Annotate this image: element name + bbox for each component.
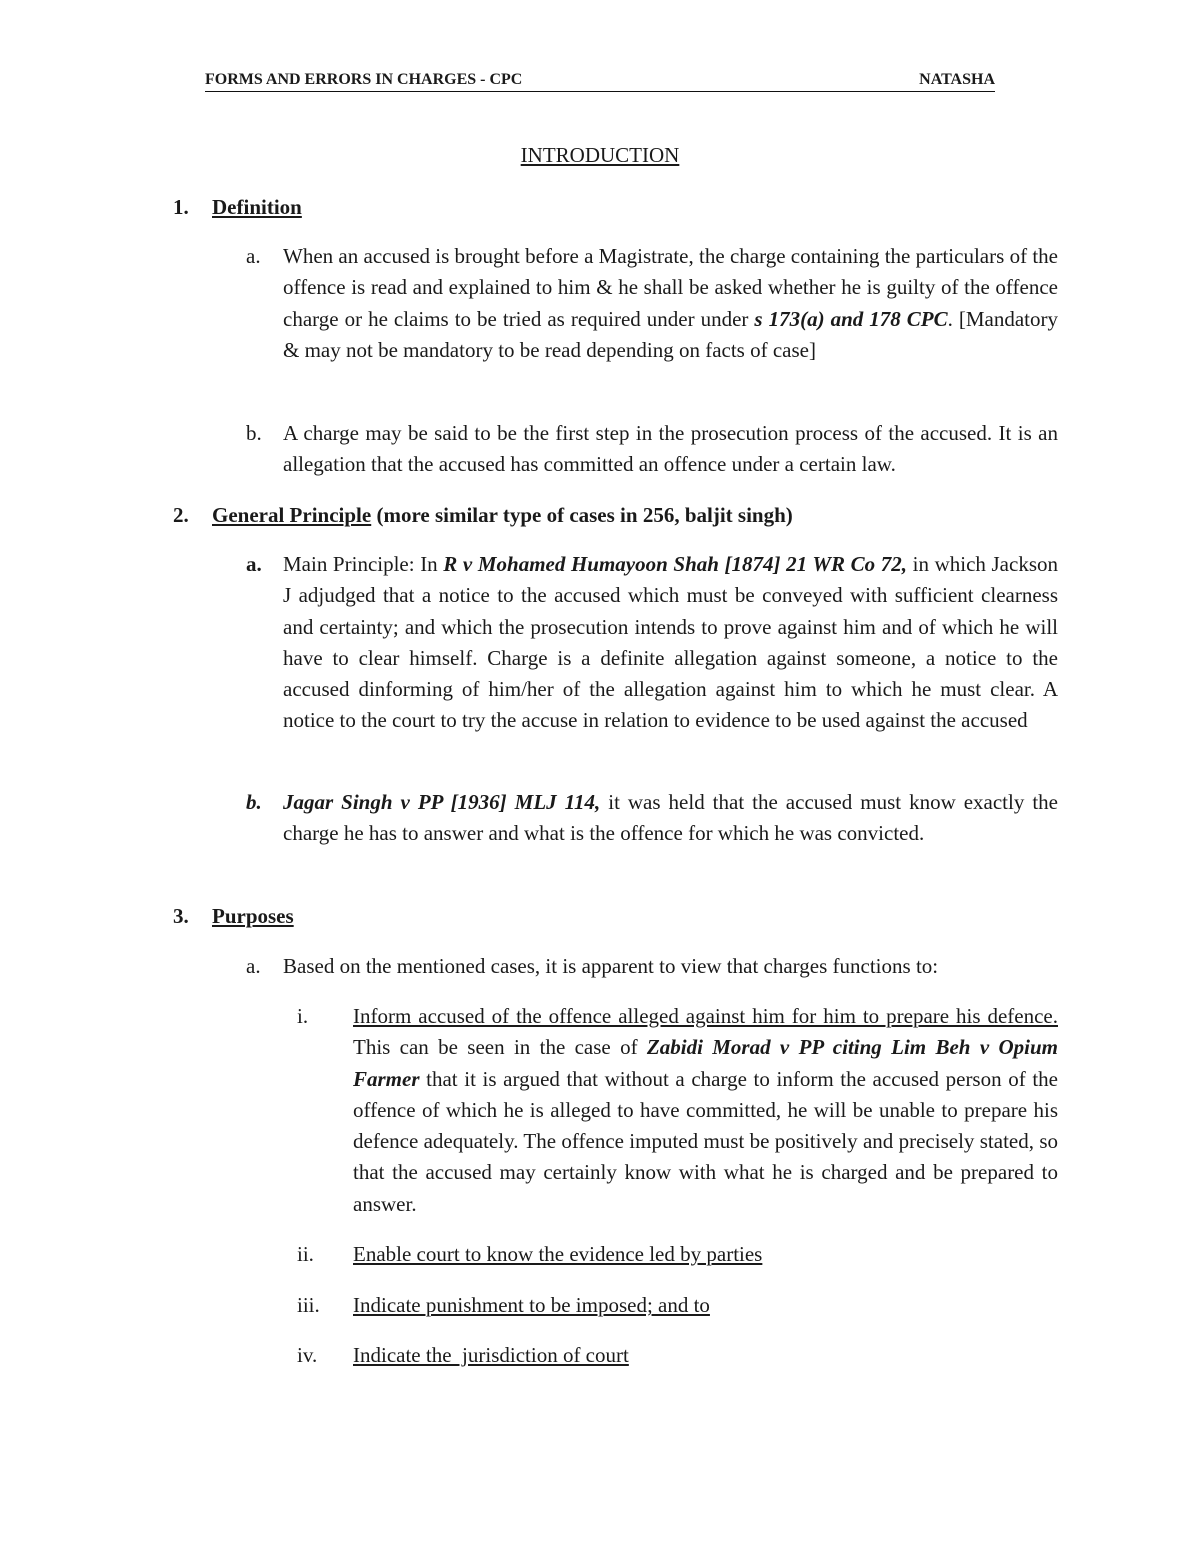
case-citation: Zabidi Morad v PP citing Lim Beh v Opium Farmer: [353, 1035, 1058, 1091]
section-title: General Principle: [212, 503, 372, 527]
page-header: [205, 70, 995, 92]
item-label: b.: [246, 790, 262, 814]
item-text: Based on the mentioned cases, it is apparent to view that charges functions to:: [283, 954, 939, 978]
item-label: a.: [246, 244, 261, 268]
section-number: 1.: [173, 195, 189, 219]
item-text: When an accused is brought before a Magistrate, the charge containing the particulars of the offence is read and explained to him & he shall be asked whether he is guilty of the offence charge or he claims to be tried as required under under: [283, 244, 1058, 331]
list-item: [246, 951, 1058, 982]
section-title: Purposes: [212, 904, 294, 928]
case-citation: Jagar Singh v PP [1936] MLJ 114,: [283, 790, 601, 814]
page-title: INTRODUCTION: [520, 143, 680, 167]
item-text: it was held that the accused must know exactly the charge he has to answer and what is the offence for which he was convicted.: [283, 790, 1058, 846]
section-number: 3.: [173, 904, 189, 928]
list-item: [246, 549, 1058, 737]
header-title: FORMS AND ERRORS IN CHARGES - CPC: [205, 71, 523, 88]
item-label: b.: [246, 421, 262, 445]
section-heading-general-principle: [173, 501, 793, 529]
case-citation: s 173(a) and 178 CPC: [754, 306, 948, 331]
item-text-underlined: Enable court to know the evidence led by parties: [353, 1242, 763, 1266]
section-number: 2.: [173, 503, 189, 527]
item-label: ii.: [297, 1242, 314, 1266]
item-text-underlined: Inform accused of the offence alleged against him for him to prepare his defence.: [353, 1004, 1058, 1028]
section-title: Definition: [212, 195, 302, 219]
item-label: iv.: [297, 1343, 318, 1367]
section-note: (more similar type of cases in 256, baljit singh): [371, 503, 793, 527]
item-text: that it is argued that without a charge to inform the accused person of the offence of which he is alleged to have committed, he will be unable to prepare his defence adequately. The offence imputed must be positively and precisely stated, so that the accused may certainly know with what he is charged and be prepared to answer.: [353, 1066, 1058, 1216]
section-heading-definition: [173, 193, 302, 221]
item-text-underlined: Indicate punishment to be imposed; and to: [353, 1293, 710, 1317]
item-label: a.: [246, 954, 261, 978]
header-author: NATASHA: [919, 71, 995, 88]
list-item: [246, 418, 1058, 481]
item-text: A charge may be said to be the first step in the prosecution process of the accused. It is an allegation that the accused has committed an offence under a certain law.: [283, 421, 1058, 477]
item-text-underlined: Indicate the jurisdiction of court: [353, 1343, 629, 1367]
item-text: Main Principle: In: [283, 552, 444, 576]
list-item: [246, 241, 1058, 366]
item-label: a.: [246, 552, 262, 576]
list-item: [246, 787, 1058, 850]
item-text: This can be seen in the case of: [353, 1035, 647, 1060]
item-label: i.: [297, 1004, 309, 1028]
section-heading-purposes: [173, 902, 294, 930]
case-citation: R v Mohamed Humayoon Shah [1874] 21 WR Co 72,: [443, 552, 908, 576]
sub-list-item: [297, 1290, 1058, 1321]
sub-list-item: [297, 1001, 1058, 1220]
item-text: in which Jackson J adjudged that a notice to the accused which must be conveyed with sufficient clearness and certainty; and which the prosecution intends to prove against him and of which he will have to clear himself. Charge is a definite allegation against someone, a notice to the accused dinforming of him/her of the allegation against him to which he must clear. A notice to the court to try the accuse in relation to evidence to be used against the accused: [283, 552, 1058, 733]
item-text: . [Mandatory & may not be mandatory to be read depending on facts of case]: [283, 306, 1058, 362]
sub-list-item: [297, 1340, 1058, 1371]
sub-list-item: [297, 1239, 1058, 1270]
item-label: iii.: [297, 1293, 320, 1317]
